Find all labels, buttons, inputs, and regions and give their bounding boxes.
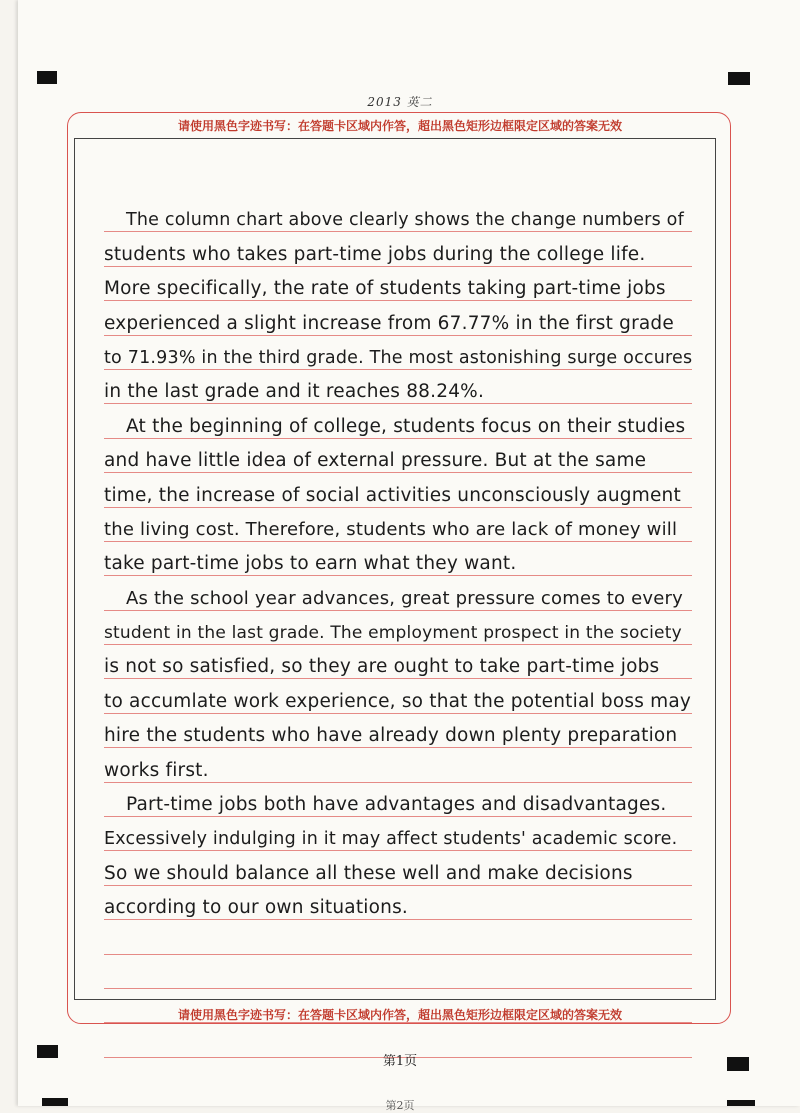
handwritten-line-text: More specifically, the rate of students taking part-time jobs [104,278,666,300]
handwritten-line-text: in the last grade and it reaches 88.24%. [104,381,485,403]
ruled-line [104,955,692,989]
handwritten-header-note: 2013 英二 [367,95,433,109]
corner-marker-top-left [37,71,57,84]
ruled-line [104,198,692,232]
ruled-line [104,576,692,610]
ruled-line [104,851,692,885]
ruled-line [104,748,692,782]
ruled-line [104,679,692,713]
ruled-line [104,439,692,473]
ruled-line [104,232,692,266]
ruled-line [104,714,692,748]
ruled-line [104,611,692,645]
handwritten-line-text: Part-time jobs both have advantages and disadvantages. [126,794,667,816]
handwritten-line-text: works first. [104,759,209,781]
ruled-line [104,370,692,404]
handwritten-line-text: to accumlate work experience, so that the potential boss may [104,690,692,712]
handwritten-line-text: according to our own situations. [104,897,408,919]
handwritten-line-text: take part-time jobs to earn what they want. [104,553,517,575]
handwritten-line-text: is not so satisfied, so they are ought to take part-time jobs [104,656,660,678]
ruled-line [104,817,692,851]
handwritten-line-text: the living cost. Therefore, students who are lack of money will [104,518,678,540]
handwritten-line-text: students who takes part-time jobs during the college life. [104,243,646,265]
handwritten-line-text: So we should balance all these well and make decisions [104,862,633,884]
handwritten-line-text: hire the students who have already down plenty preparation [104,725,678,747]
ruled-line [104,542,692,576]
corner-marker-top-right [728,72,750,85]
handwritten-line-text: At the beginning of college, students focus on their studies [126,415,686,437]
handwritten-line-text: Excessively indulging in it may affect students' academic score. [104,829,678,850]
ruled-line [104,404,692,438]
handwritten-line-text: to 71.93% in the third grade. The most astonishing surge occures [104,347,693,368]
ruled-line [104,920,692,954]
handwritten-line-text: student in the last grade. The employment prospect in the society [104,623,682,644]
bottom-warning-text: 请使用黑色字迹书写：在答题卡区域内作答，超出黑色矩形边框限定区域的答案无效 [177,1008,622,1022]
next-page-number-cut: 第2页 [385,1099,415,1112]
handwritten-line-text: experienced a slight increase from 67.77% in the first grade [104,312,674,334]
top-warning-text: 请使用黑色字迹书写：在答题卡区域内作答，超出黑色矩形边框限定区域的答案无效 [177,119,622,133]
ruled-line [104,336,692,370]
handwritten-line-text: The column chart above clearly shows the change numbers of [126,210,684,231]
ruled-line [104,473,692,507]
ruled-line [104,301,692,335]
handwritten-line-text: time, the increase of social activities unconsciously augment [104,484,681,506]
ruled-line [104,508,692,542]
ruled-writing-area [104,198,692,1058]
page-number: 第1页 [382,1054,418,1069]
ruled-line [104,886,692,920]
ruled-line [104,267,692,301]
ruled-line [104,645,692,679]
handwritten-line-text: and have little idea of external pressure. But at the same [104,450,647,472]
ruled-line [104,783,692,817]
handwritten-line-text: As the school year advances, great pressure comes to every [126,587,683,609]
